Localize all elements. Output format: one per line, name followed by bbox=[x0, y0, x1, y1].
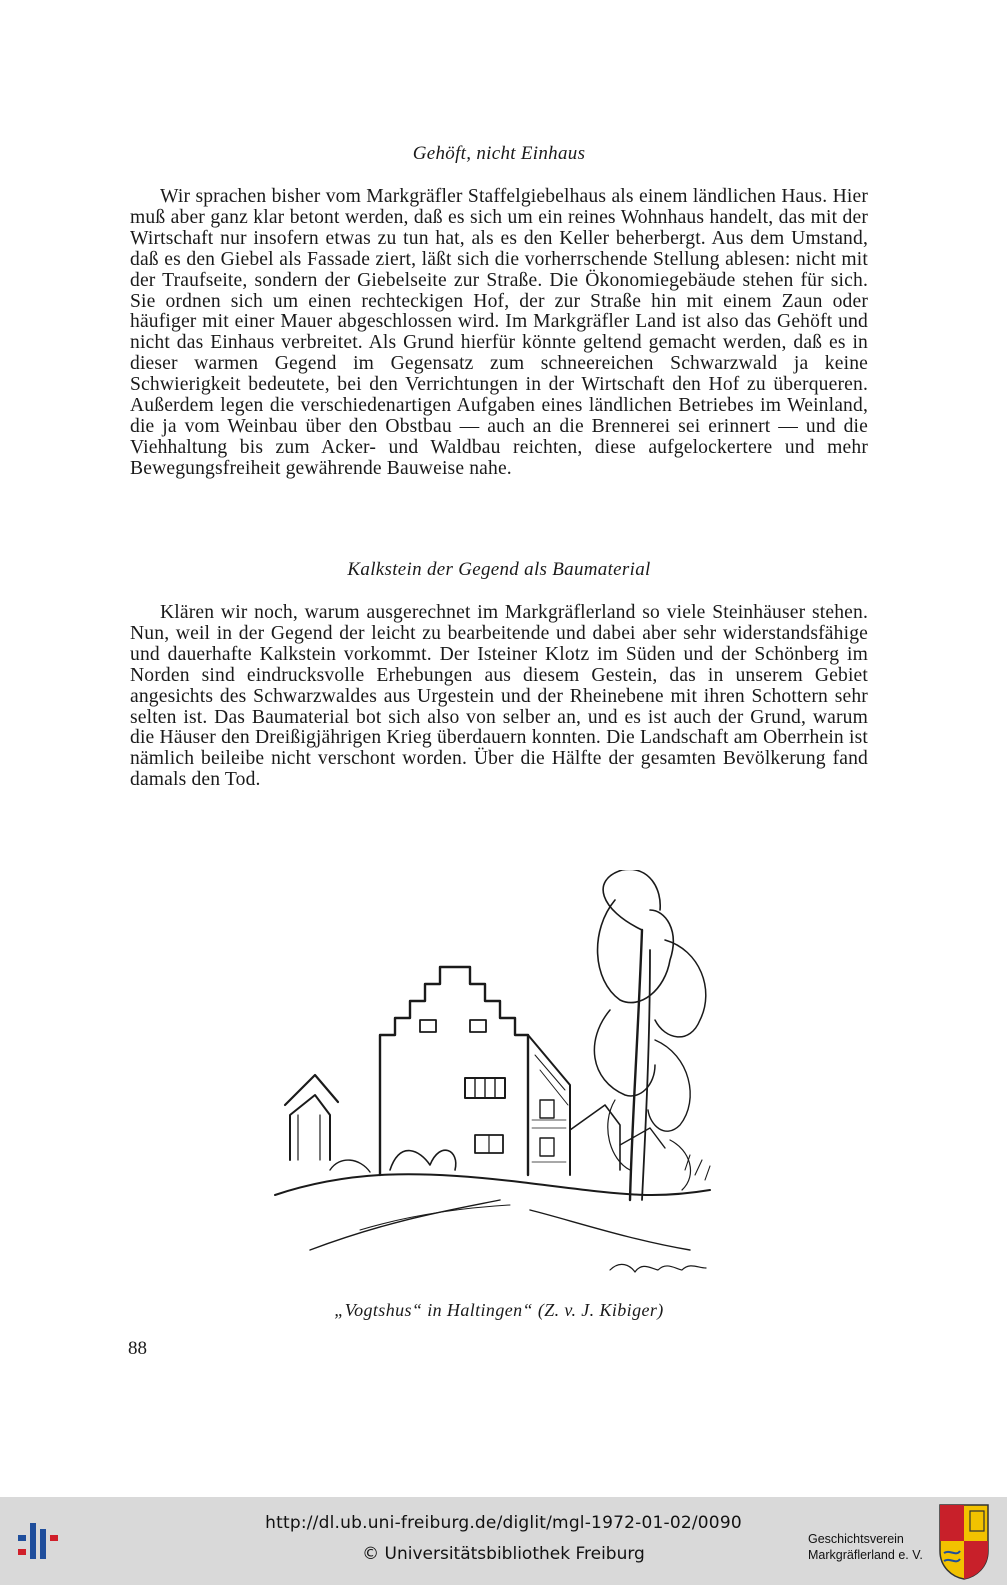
copyright-notice: © Universitätsbibliothek Freiburg bbox=[362, 1544, 645, 1564]
footer-bar bbox=[0, 1497, 1007, 1585]
coat-of-arms-icon bbox=[936, 1501, 992, 1581]
society-name-line2: Markgräflerland e. V. bbox=[808, 1548, 923, 1562]
paragraph-kalkstein: Klären wir noch, warum ausgerechnet im Markgräflerland so viele Steinhäuser stehen. Nun, weil in der Gegend der leicht zu bearbeitende und dabei aber sehr widerstandsfähige und dauerhafte Kalkstein vorkommt. Der Isteiner Klotz im Süden und der Schönberg im Norden sind eindrucksvolle Erhebungen aus diesem Gestein, das in unserem Gebiet angesichts des Schwarzwaldes aus Urgestein und der Rheinebene mit ihren Schottern sehr selten ist. Das Baumaterial bot sich also von selber an, und es ist auch der Grund, warum die Häuser den Dreißigjährigen Krieg überdauern konnten. Die Landschaft am Oberrhein ist nämlich beileibe nicht verschont worden. Über die Hälfte der gesamten Bevölkerung fand damals den Tod. bbox=[130, 602, 868, 791]
section-heading-kalkstein: Kalkstein der Gegend als Baumaterial bbox=[347, 559, 651, 580]
page-number: 88 bbox=[128, 1338, 147, 1359]
figure-caption: „Vogtshus“ in Haltingen“ (Z. v. J. Kibiger) bbox=[334, 1300, 664, 1320]
paragraph-gehoeft: Wir sprachen bisher vom Markgräfler Staffelgiebelhaus als einem ländlichen Haus. Hier muß aber ganz klar betont werden, daß es sich um ein reines Wohnhaus handelt, das mit der Wirtschaft nur insofern etwas zu tun hat, als es den Keller beherbergt. Aus dem Umstand, daß es den Giebel als Fassade ziert, läßt sich die vorherrschende Stellung ablesen: nicht mit der Traufseite, sondern der Giebelseite zur Straße. Die Ökonomiegebäude stehen für sich. Sie ordnen sich um einen rechteckigen Hof, der zur Straße hin mit einem Zaun oder häufiger mit einer Mauer abgeschlossen wird. Im Markgräfler Land ist also das Gehöft und nicht das Einhaus verbreitet. Als Grund hierfür könnte geltend gemacht werden, daß es in dieser warmen Gegend im Gegensatz zum schneereichen Schwarzwald ja keine Schwierigkeit bedeutete, bei den Verrichtungen in der Wirtschaft den Hof zu überqueren. Außerdem legen die verschiedenartigen Aufgaben eines ländlichen Betriebes im Weinland, die ja vom Weinbau über den Obstbau — auch an die Brennerei sei erinnert — und die Viehhaltung bis zum Acker- und Waldbau reichten, diese aufgelockertere und mehr Bewegungsfreiheit gewährende Bauweise nahe. bbox=[130, 186, 868, 479]
document-url[interactable]: http://dl.ub.uni-freiburg.de/diglit/mgl-1972-01-02/0090 bbox=[265, 1513, 742, 1533]
society-name-line1: Geschichtsverein bbox=[808, 1532, 904, 1546]
section-heading-gehoeft: Gehöft, nicht Einhaus bbox=[412, 143, 586, 164]
society-name bbox=[808, 1531, 928, 1563]
house-illustration bbox=[270, 870, 740, 1290]
